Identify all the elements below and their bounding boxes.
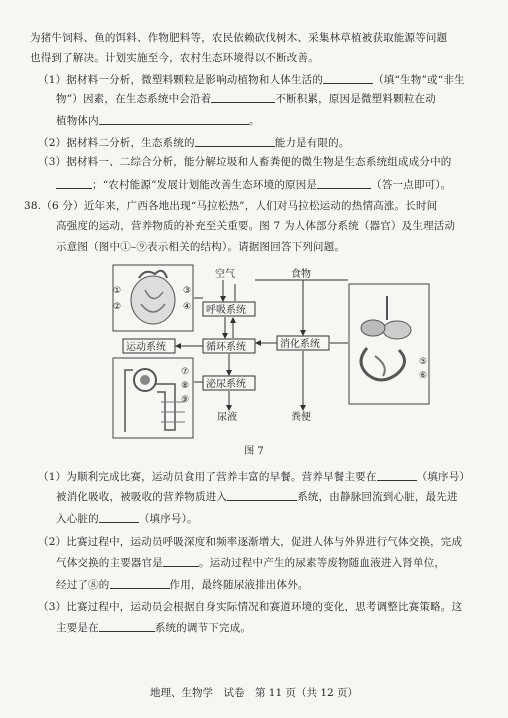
q3-line-1: （3）据材料一、二综合分析，能分解垃圾和人畜粪便的微生物是生态系统组成成分中的: [38, 156, 452, 168]
q3-text-b: （答一点即可）。: [371, 179, 452, 191]
label-n9: ⑨: [181, 395, 190, 405]
label-n2: ②: [113, 302, 122, 312]
label-n8: ⑧: [181, 381, 190, 391]
q38-line-2: 高强度的运动，营养物质的补充至关重要。图 7 为人体部分系统（器官）及生理活动: [56, 220, 456, 232]
sub1-text-e: 入心脏的: [56, 513, 99, 525]
label-air: 空气: [215, 269, 235, 280]
label-urinary: 泌尿系统: [206, 379, 246, 390]
answer-blank[interactable]: [99, 114, 249, 125]
sub3-line-1: （3）比赛过程中，运动员会根据自身实际情况和赛道环境的变化，思考调整比赛策略。这: [38, 601, 463, 613]
label-n3: ③: [183, 286, 192, 296]
sub1-text-d: 系统，由静脉回流到心脏，最先进: [297, 491, 458, 503]
label-n6: ⑥: [419, 371, 428, 381]
q1-text-c: 物”）因素，在生态系统中会沿着: [56, 93, 212, 105]
q38-line-3: 示意图（图中①–⑨表示相关的结构）。请据图回答下列问题。: [56, 241, 346, 253]
sub2-text-a: 气体交换的主要器官是: [56, 557, 163, 569]
sub1-line-2: [56, 490, 508, 504]
answer-blank[interactable]: [99, 512, 139, 523]
sub2-line-2: [56, 556, 508, 570]
answer-blank[interactable]: [195, 136, 275, 147]
answer-blank[interactable]: [163, 556, 199, 567]
q3-line-2: [56, 178, 508, 192]
answer-blank[interactable]: [56, 178, 92, 189]
q1-text-e: 植物体内: [56, 115, 99, 127]
q1-text-a: （1）据材料一分析，微塑料颗粒是影响动植物和人体生活的: [38, 74, 324, 86]
q1-text-b: （填“生物”或“非生: [373, 74, 465, 86]
q1-line-3: [56, 114, 508, 128]
answer-blank[interactable]: [211, 92, 275, 103]
q2-text-a: （2）据材料二分析，生态系统的: [38, 137, 195, 149]
answer-blank[interactable]: [323, 73, 373, 84]
label-n5: ⑤: [419, 357, 428, 367]
sub1-line-1: [38, 470, 508, 484]
diagram-arrows: [176, 280, 348, 410]
answer-blank[interactable]: [317, 178, 371, 189]
label-urine: 尿液: [217, 412, 237, 423]
answer-blank[interactable]: [99, 621, 155, 632]
sub2-text-c: 经过了⑧的: [56, 579, 110, 591]
sub1-text-b: （填序号）: [416, 471, 471, 483]
heart-illustration: [131, 271, 175, 324]
figure-7: [105, 262, 435, 452]
sub3-line-2: [56, 621, 508, 635]
sub2-text-d: 作用，最终随尿液排出体外。: [169, 579, 309, 591]
q1-text-d: 不断积累，原因是微塑料颗粒在动: [275, 93, 436, 105]
sub1-text-f: （填序号）。: [138, 513, 198, 525]
q3-text-a: ；“农村能源”发展计划能改善生态环境的原因是: [92, 179, 318, 191]
nephron-illustration: [125, 369, 185, 432]
sub2-line-3: [56, 578, 508, 592]
sub3-text-b: 系统的调节下完成。: [154, 622, 252, 634]
sub1-text-a: （1）为顺利完成比赛，运动员食用了营养丰富的早餐。营养早餐主要在: [38, 471, 377, 483]
figure-7-diagram: [105, 262, 435, 452]
answer-blank[interactable]: [377, 470, 417, 481]
intro-line-1: 为猪牛饲料、鱼的饵料、作物肥料等，农民依赖砍伐树木、采集林草植被获取能源等问题: [30, 32, 448, 44]
label-respiratory: 呼吸系统: [206, 305, 246, 316]
answer-blank[interactable]: [227, 490, 297, 501]
label-n1: ①: [113, 286, 122, 296]
digestive-illustration: [361, 296, 411, 380]
answer-blank[interactable]: [110, 578, 170, 589]
label-n7: ⑦: [181, 367, 190, 377]
label-n4: ④: [183, 302, 192, 312]
label-feces: 粪便: [291, 412, 311, 423]
label-circulatory: 循环系统: [206, 342, 246, 353]
q38-line-1: 38.（6 分）近年来，广西各地出现“马拉松热”，人们对马拉松运动的热情高涨。长时间: [24, 200, 438, 212]
sub3-text-a: 主要是在: [56, 622, 99, 634]
sub1-text-c: 被消化吸收，被吸收的营养物质进入: [56, 491, 228, 503]
label-digestive: 消化系统: [280, 339, 320, 350]
q2-line-1: [38, 136, 508, 150]
figure-caption: 图 7: [244, 446, 264, 457]
label-motor: 运动系统: [126, 342, 166, 353]
digestive-panel: [349, 284, 429, 404]
sub2-text-b: 。运动过程中产生的尿素等废物随血液进入肾单位，: [199, 557, 446, 569]
q1-text-f: 。: [248, 115, 260, 127]
q1-line-1: [38, 73, 508, 87]
page-footer: 地理、生物学 试卷 第 11 页（共 12 页）: [149, 687, 359, 699]
q2-text-b: 能力是有限的。: [274, 137, 350, 149]
intro-line-2: 也得到了解决。计划实施至今，农村生态环境得以不断改善。: [30, 52, 319, 64]
sub1-line-3: [56, 512, 508, 526]
label-food: 食物: [291, 269, 311, 280]
sub2-line-1: （2）比赛过程中，运动员呼吸深度和频率逐渐增大，促进人体与外界进行气体交换，完成: [38, 536, 463, 548]
q1-line-2: [56, 92, 508, 106]
